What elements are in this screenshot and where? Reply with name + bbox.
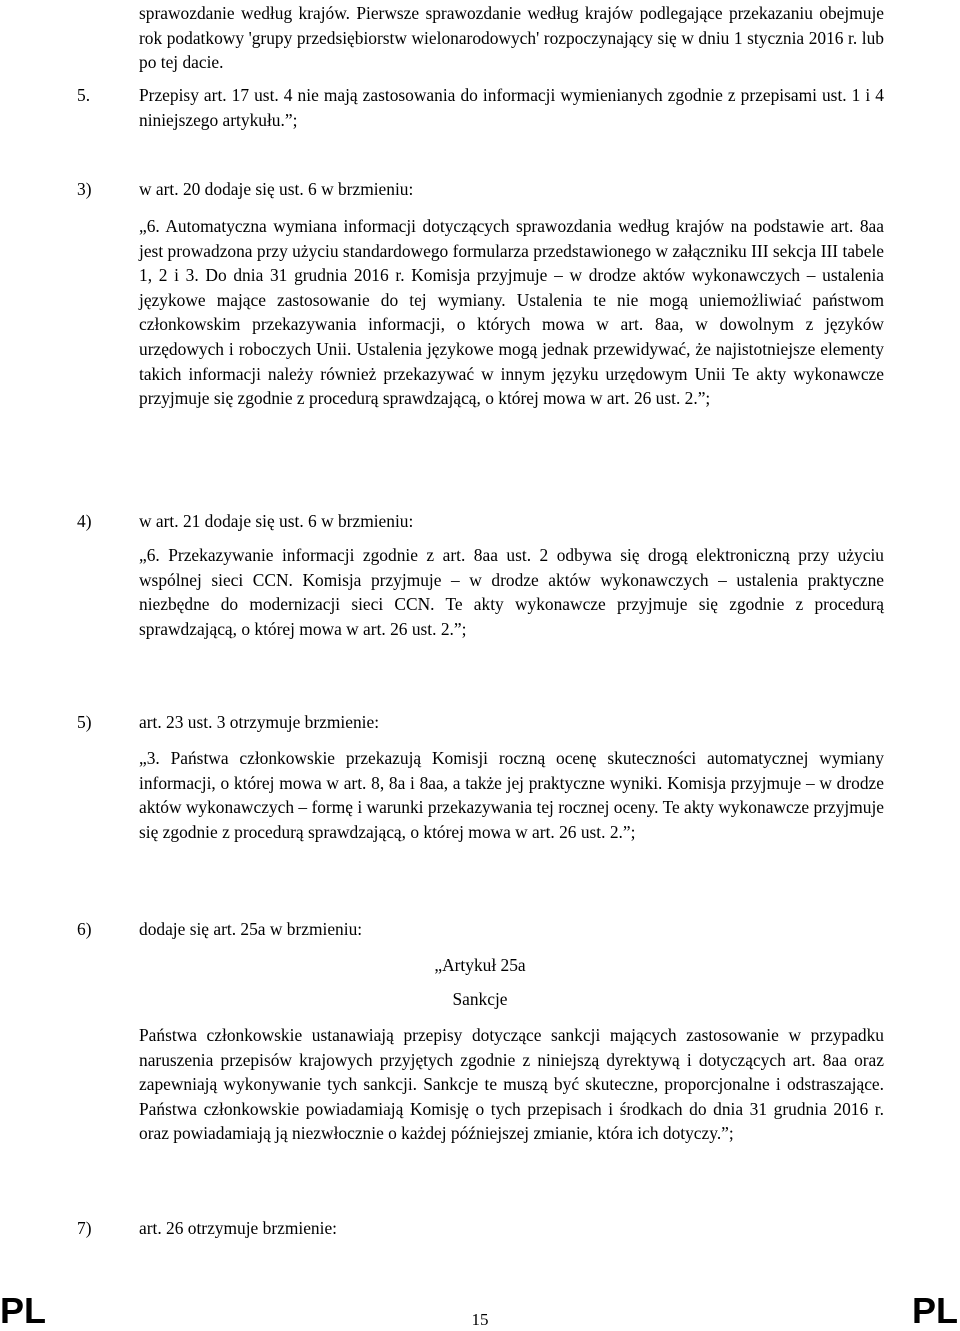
item-4-number: 4) — [77, 511, 92, 531]
item-5b-intro: art. 23 ust. 3 otrzymuje brzmienie: — [139, 712, 380, 732]
item-4-intro: w art. 21 dodaje się ust. 6 w brzmieniu: — [139, 511, 414, 531]
footer-language-right: PL — [911, 1290, 958, 1331]
item-5b-number: 5) — [77, 712, 92, 732]
item-5b-text: „3. Państwa członkowskie przekazują Komisji roczną ocenę skuteczności automatycznej wymiany informacji, o której mowa w art. 8, 8a i 8aa, a także jej praktyczne wyniki. Komisja przyjmuje – w drodze aktów wykonawczych – formę i warunki przekazywania tej rocznej oceny. Te akty wykonawcze przyjmuje się zgodnie z procedurą sprawdzającą, o której mowa w art. 26 ust. 2.”; — [139, 748, 884, 842]
item-7-number: 7) — [77, 1218, 92, 1238]
page-number: 15 — [471, 1310, 489, 1329]
item-3-text: „6. Automatyczna wymiana informacji dotyczących sprawozdania według krajów na podstawie art. 8aa jest prowadzona przy użyciu standardowego formularza przedstawionego w załączniku III sekcja III tabele 1, 2 i 3. Do dnia 31 grudnia 2016 r. Komisja przyjmuje – w drodze aktów wykonawczych – ustalenia językowe mające zastosowanie do tej wymiany. Ustalenia te nie mogą uniemożliwiać państwom członkowskim przekazywania informacji, o których mowa w art. 8aa, w dowolnym z języków urzędowych i roboczych Unii. Ustalenia językowe mogą jednak przewidywać, że najistotniejsze elementy takich informacji należy również przekazywać w innym języku urzędowym Unii Te akty wykonawcze przyjmuje się zgodnie z procedurą sprawdzającą, o której mowa w art. 26 ust. 2.”; — [139, 216, 884, 409]
article-title: „Artykuł 25a — [434, 955, 526, 975]
item-7-intro: art. 26 otrzymuje brzmienie: — [139, 1218, 337, 1238]
item-3-number: 3) — [77, 179, 92, 199]
item-6-text: Państwa członkowskie ustanawiają przepisy dotyczące sankcji mających zastosowanie w przypadku naruszenia przepisów krajowych przyjętych zgodnie z niniejszą dyrektywą i dotyczących art. 8aa oraz zapewniają wykonywanie tych sankcji. Sankcje te muszą być skuteczne, proporcjonalne i odstraszające. Państwa członkowskie powiadamiają Komisję o tych przepisach i środkach do dnia 31 grudnia 2016 r. oraz powiadamiają ją niezwłocznie o każdej późniejszej zmianie, która ich dotyczy.”; — [139, 1025, 884, 1144]
article-subtitle: Sankcje — [452, 989, 508, 1009]
item-5-number: 5. — [77, 85, 91, 105]
item-3-intro: w art. 20 dodaje się ust. 6 w brzmieniu: — [139, 179, 414, 199]
item-6-number: 6) — [77, 919, 92, 939]
item-5-text: Przepisy art. 17 ust. 4 nie mają zastosowania do informacji wymienianych zgodnie z przepisami ust. 1 i 4 niniejszego artykułu.”; — [139, 85, 884, 130]
footer-language-left: PL — [0, 1290, 47, 1331]
item-4-text: „6. Przekazywanie informacji zgodnie z art. 8aa ust. 2 odbywa się drogą elektroniczną przy użyciu wspólnej sieci CCN. Komisja przyjmuje – w drodze aktów wykonawczych – ustalenia praktyczne niezbędne do modernizacji sieci CCN. Te akty wykonawcze przyjmuje się zgodnie z procedurą sprawdzającą, o której mowa w art. 26 ust. 2.”; — [139, 545, 884, 639]
item-6-intro: dodaje się art. 25a w brzmieniu: — [139, 919, 363, 939]
top-paragraph: sprawozdanie według krajów. Pierwsze sprawozdanie według krajów podlegające przekazaniu obejmuje rok podatkowy 'grupy przedsiębiorstw wielonarodowych' rozpoczynający się w dniu 1 stycznia 2016 r. lub po tej dacie. — [139, 3, 884, 73]
